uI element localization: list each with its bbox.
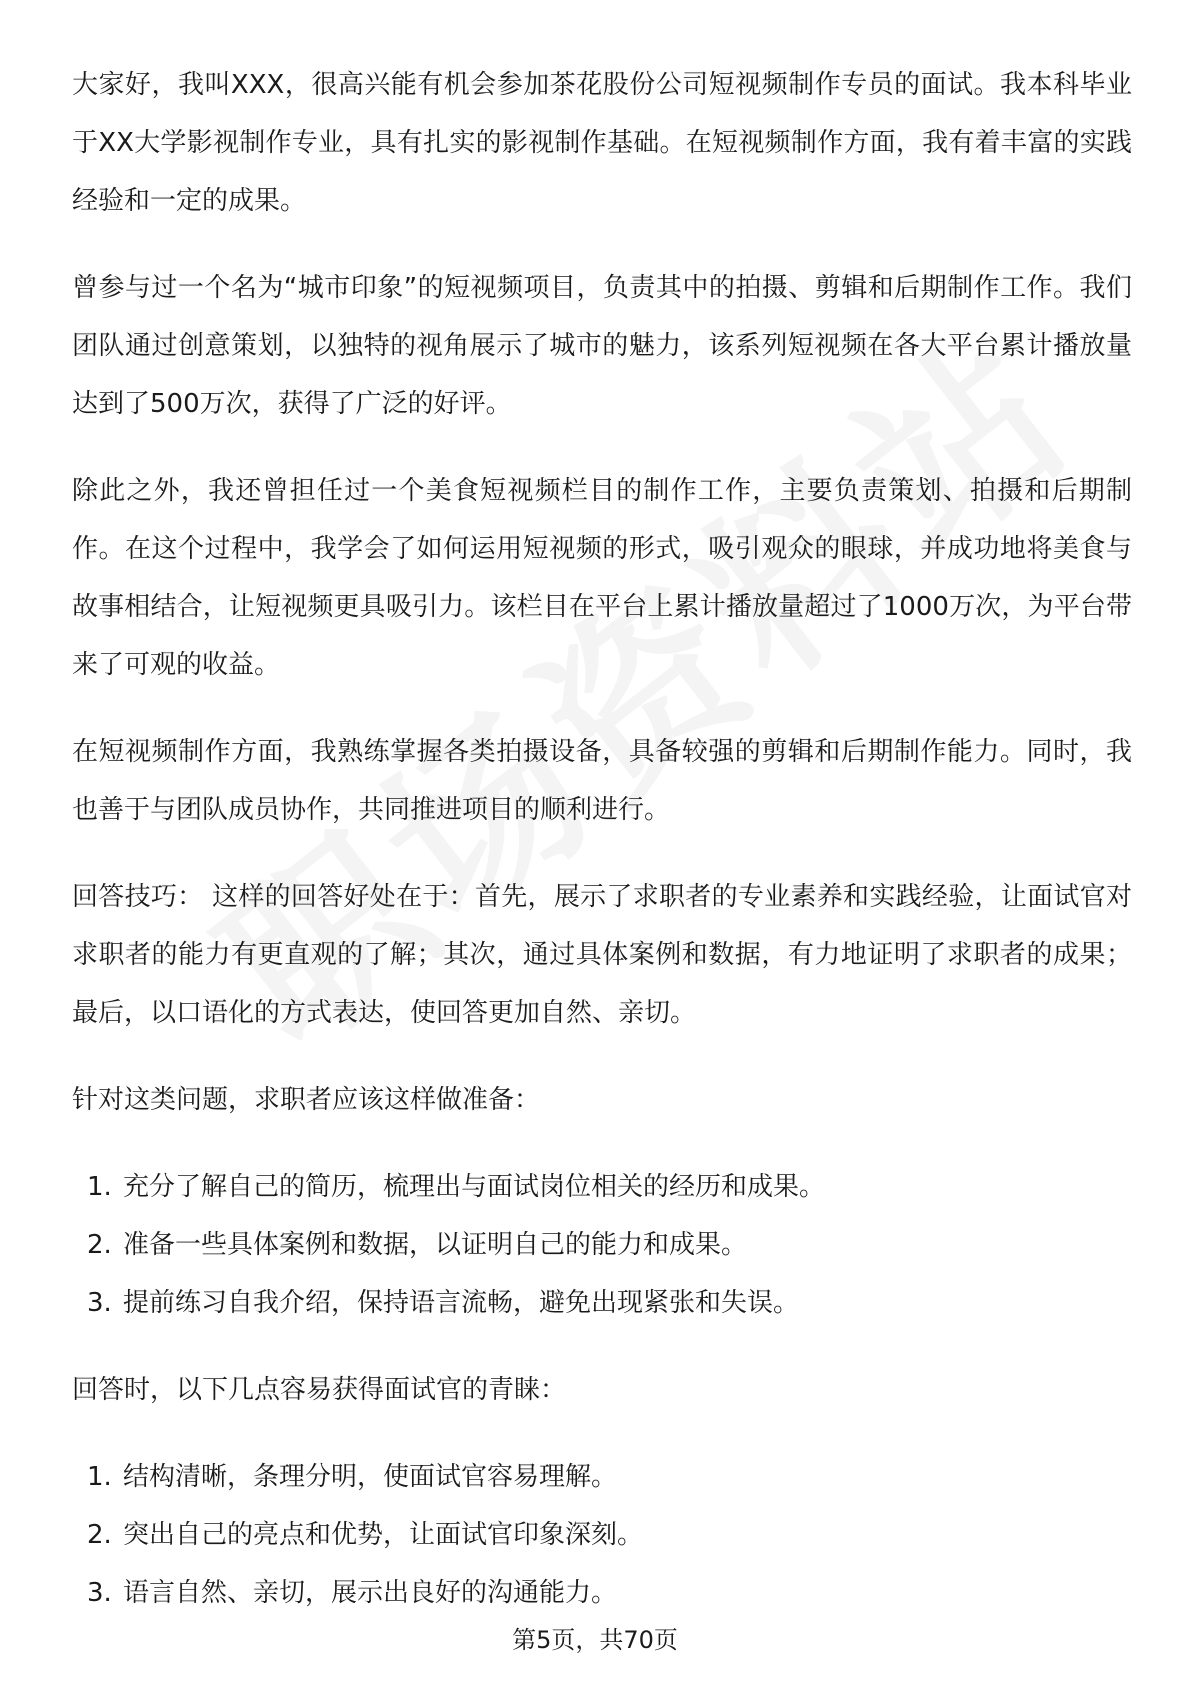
list-item-number: 2. [87,1230,112,1260]
document-body [72,56,1132,1651]
list-item [72,1216,1132,1274]
list-item [72,1506,1132,1564]
intro-paragraph: 大家好，我叫XXX，很高兴能有机会参加茶花股份公司短视频制作专员的面试。我本科毕业于XX大学影视制作专业，具有扎实的影视制作基础。在短视频制作方面，我有着丰富的实践经验和一定的成果。 [72,70,1132,216]
list-item-number: 2. [87,1520,112,1550]
list-item-text: 语言自然、亲切，展示出良好的沟通能力。 [123,1578,618,1608]
list-item-number: 3. [87,1288,112,1318]
list-item-text: 准备一些具体案例和数据，以证明自己的能力和成果。 [123,1230,748,1260]
list-item-text: 充分了解自己的简历，梳理出与面试岗位相关的经历和成果。 [123,1172,826,1202]
answer-tips-paragraph: 回答技巧： 这样的回答好处在于：首先，展示了求职者的专业素养和实践经验，让面试官对求职者的能力有更直观的了解；其次，通过具体案例和数据，有力地证明了求职者的成果；最后，以口语化的方式表达，使回答更加自然、亲切。 [72,882,1132,1028]
prep-intro-paragraph: 针对这类问题，求职者应该这样做准备： [72,1085,541,1115]
list-item-text: 提前练习自我介绍，保持语言流畅，避免出现紧张和失误。 [123,1288,800,1318]
list-item [72,1564,1132,1622]
tips-intro-paragraph: 回答时，以下几点容易获得面试官的青睐： [72,1375,567,1405]
list-item-number: 1. [87,1172,112,1202]
project-paragraph: 曾参与过一个名为“城市印象”的短视频项目，负责其中的拍摄、剪辑和后期制作工作。我们团队通过创意策划，以独特的视角展示了城市的魅力，该系列短视频在各大平台累计播放量达到了500万次，获得了广泛的好评。 [72,273,1132,419]
list-item-text: 突出自己的亮点和优势，让面试官印象深刻。 [123,1520,644,1550]
list-item-number: 3. [87,1578,112,1608]
page-number: 第5页，共70页 [512,1626,678,1654]
tips-list [72,1448,1132,1622]
list-item-number: 1. [87,1462,112,1492]
food-column-paragraph: 除此之外，我还曾担任过一个美食短视频栏目的制作工作，主要负责策划、拍摄和后期制作。在这个过程中，我学会了如何运用短视频的形式，吸引观众的眼球，并成功地将美食与故事相结合，让短视频更具吸引力。该栏目在平台上累计播放量超过了1000万次，为平台带来了可观的收益。 [72,476,1132,680]
prep-list [72,1158,1132,1332]
list-item-text: 结构清晰，条理分明，使面试官容易理解。 [123,1462,618,1492]
list-item [72,1274,1132,1332]
list-item [72,1448,1132,1506]
skills-paragraph: 在短视频制作方面，我熟练掌握各类拍摄设备，具备较强的剪辑和后期制作能力。同时，我也善于与团队成员协作，共同推进项目的顺利进行。 [72,737,1132,825]
list-item [72,1158,1132,1216]
